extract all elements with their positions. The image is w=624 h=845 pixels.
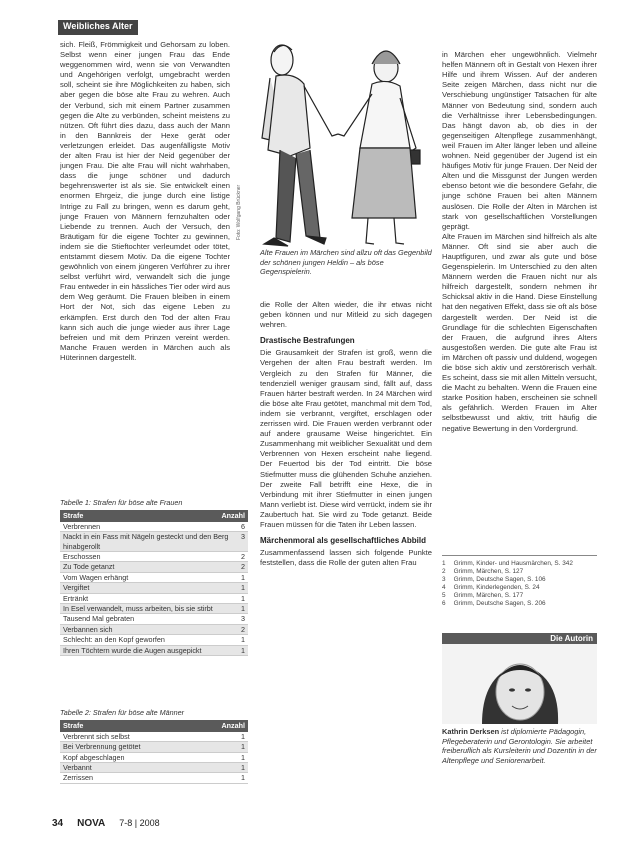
table-row [60,604,248,614]
table-cell-anzahl: 1 [241,604,245,614]
footnote-text: Grimm, Märchen, S. 127 [453,568,524,575]
table-row [60,552,248,562]
table-1-header-strafe: Strafe [63,511,84,521]
table-2-caption: Tabelle 2: Strafen für böse alte Männer [60,708,184,717]
table-cell-anzahl: 1 [241,742,245,752]
illustration-credit: Foto: Wolfgang Brückner [236,184,242,240]
table-cell-strafe: Vom Wagen erhängt [63,572,129,582]
footnote [442,592,597,600]
table-cell-strafe: Verbannen sich [63,624,113,634]
table-cell-strafe: Tausend Mal gebraten [63,614,135,624]
footnote-text: Grimm, Märchen, S. 177 [453,592,524,599]
footnotes [442,560,597,608]
table-1-body [60,522,248,656]
table-2-header-strafe: Strafe [63,721,84,731]
footnote [442,576,597,584]
footnote-number: 3 [442,576,446,583]
table-row [60,753,248,763]
table-2-body [60,732,248,784]
page-number: 34 [52,818,64,829]
column-2-text [260,300,432,775]
table-cell-anzahl: 1 [241,763,245,773]
illustration-caption: Alte Frauen im Märchen sind allzu oft das Gegenbild der schönen jungen Heldin – als böse Gegenspielerin. [260,248,432,277]
table-cell-anzahl: 2 [241,552,245,562]
footnote [442,568,597,576]
table-2-header-anzahl: Anzahl [221,721,245,731]
table-row [60,573,248,583]
table-cell-anzahl: 2 [241,562,245,572]
table-cell-strafe: Verbrennt sich selbst [63,731,130,741]
footnote-divider [442,555,597,556]
table-cell-strafe: Vergiftet [63,583,90,593]
footnote-number: 4 [442,584,446,591]
footnote-number: 6 [442,600,446,607]
footnote [442,560,597,568]
illustration-elderly-couple [240,38,428,253]
author-box-header: Die Autorin [442,633,597,644]
table-row [60,522,248,532]
heading-maerchenmoral: Märchenmoral als gesellschaftliches Abbild [260,536,426,546]
table-row [60,625,248,635]
column-3-text [442,40,597,540]
table-row [60,773,248,783]
footnote-text: Grimm, Kinderlegenden, S. 24 [453,584,540,591]
footnote-text: Grimm, Kinder- und Hausmärchen, S. 342 [453,560,573,567]
footnote-number: 1 [442,560,446,567]
table-cell-strafe: Zu Tode getanzt [63,562,115,572]
table-cell-anzahl: 3 [241,532,245,542]
author-name: Kathrin Derksen [442,727,500,736]
table-row [60,594,248,604]
magazine-name: NOVA [77,818,106,829]
section-tag: Weibliches Alter [58,20,138,35]
table-cell-strafe: Schlecht: an den Kopf geworfen [63,635,165,645]
table-row [60,532,248,552]
table-1-caption: Tabelle 1: Strafen für böse alte Frauen [60,498,183,507]
table-2-header [60,720,248,731]
table-1 [60,498,248,656]
table-row [60,742,248,752]
table-cell-anzahl: 1 [241,635,245,645]
illustration-drawing [240,38,428,253]
table-cell-anzahl: 1 [241,645,245,655]
table-cell-strafe: Kopf abgeschlagen [63,752,125,762]
table-cell-anzahl: 1 [241,583,245,593]
column-3-paragraph: in Märchen eher ungewöhnlich. Vielmehr helfen Männern oft in Gestalt von Hexen ihrer Hilfe und ihrem Wissen. Auf der anderen Seite zeigen Märchen, dass nicht nur die Verschiebung ungünstiger Tatsachen für alte Männer von Bedeutung sind, sondern auch die Verhältnisse ihrer Lebensbedingungen. Das hängt davon ab, ob dies in der gegenseitigen Altenpflege zusammenhängt, weil Frauen im Alter länger leben und alleine wohnen. Neid gegenüber der Jugend ist ein häufiges Motiv für junge Frauen. Der Neid der Alten und die Missgunst der Jungen werden ebenso betont wie die besondere Gefahr, die junge schöne Frauen bei alten Männern auslösen. Die Rolle der Alten in Märchen ist stark von gesellschaftlichen Vorstellungen geprägt. Alte Frauen im Märchen sind hilfreich als alte Männer. Oft sind sie aber auch die Hauptfiguren, und zwar als gute und böse Gegenspielerin. Im Unterschied zu den alten Männern werden die Frauen nicht nur als hilfreich dargestellt, sondern nehmen ihr Schicksal aktiv in die Hand. Diese Einstellung hat den negativen Effekt, dass sie oft als böse dargestellt werden. Der Neid ist die Grundlage für die schlechten Eigenschaften der Frauen, die aufgrund ihres Alters ausgestoßen werden. Die gute alte Frau ist im Märchen oft passiv und duldend, wogegen die böse sich aktiv und zerstörerisch verhält. Es scheint, dass sie mit allen Mitteln versucht, die Macht zu behalten. Wenn die Frauen eine starke Position haben, erscheinen sie schnell als gefährlich. Werden Frauen im Alter selbstbewusst und aktiv, tritt häufig die negative Bewertung in den Vordergrund. [442,50,597,433]
author-portrait [442,644,597,724]
page-footer [52,818,160,829]
author-photo [442,644,597,724]
column-2-paragraph-2: Zusammenfassend lassen sich folgende Punkte feststellen, dass die Rolle der guten alten Frau [260,548,432,568]
footnote-text: Grimm, Deutsche Sagen, S. 106 [453,576,546,583]
column-2-intro: die Rolle der Alten wieder, die ihr etwas nicht geben können und nur Mitleid zu sich dagegen wehren. [260,300,432,330]
footnote-text: Grimm, Deutsche Sagen, S. 206 [453,600,546,607]
table-cell-anzahl: 1 [241,572,245,582]
table-cell-strafe: Verbannt [63,763,92,773]
table-row [60,614,248,624]
footnote [442,600,597,608]
column-2-paragraph-1: Die Grausamkeit der Strafen ist groß, wenn die Vergehen der alten Frau bestraft werden. Im Vergleich zu den Strafen für Männer, die tendenziell weniger grausam sind, fällt auf, dass Frauen härter bestraft werden. In 24 Märchen wird die böse alte Frau getötet, manchmal mit dem Tod, indem sie verbrannt, vergiftet, erschlagen oder zerrissen wird. Die Frauen werden verbrannt oder auf andere grausame Weise hingerichtet. Ein Zusammenhang mit weiblicher Sexualität und dem Verbrennen von Hexen erscheint nahe liegend. Der Feuertod bis der Tod eintritt. Die böse Stiefmutter muss die glühenden Schuhe anziehen. Der zweite Fall betrifft eine Hexe, die in Verbindung mit ihrer Stiefmutter in einen jungen Mann verliebt ist. Diese wird verrückt, indem sie ihr Zaubertuch hat. Sie wird zu Tode getanzt. Beide Frauen müssen für die Taten ihr Leben lassen. [260,348,432,529]
table-cell-anzahl: 1 [241,752,245,762]
table-cell-strafe: Zerrissen [63,773,93,783]
table-row [60,562,248,572]
footnote-number: 2 [442,568,446,575]
table-row [60,732,248,742]
table-row [60,635,248,645]
table-cell-strafe: Ertränkt [63,593,89,603]
table-cell-strafe: Bei Verbrennung getötet [63,742,141,752]
author-description: ist diplomierte Pädagogin, Pflegeberaterin und Gerontologin. Sie arbeitet freiberuflich als Kursleiterin und Dozentin in der Altenpflege und Seniorenarbeit. [442,727,597,765]
footnote [442,584,597,592]
table-cell-anzahl: 1 [241,731,245,741]
table-row [60,583,248,593]
heading-drastische-bestrafungen: Drastische Bestrafungen [260,336,355,346]
table-1-header [60,510,248,521]
table-cell-anzahl: 1 [241,593,245,603]
table-cell-strafe: Verbrennen [63,521,101,531]
author-box [442,633,597,765]
table-cell-strafe: Ihren Töchtern wurde die Augen ausgepickt [63,645,202,655]
table-cell-strafe: Erschossen [63,552,101,562]
issue-number: 7-8 | 2008 [119,818,160,828]
table-cell-strafe: In Esel verwandelt, muss arbeiten, bis sie stirbt [63,604,213,614]
table-1-header-anzahl: Anzahl [221,511,245,521]
table-2 [60,708,248,784]
table-row [60,763,248,773]
table-cell-anzahl: 1 [241,773,245,783]
author-bio [442,727,597,765]
footnote-number: 5 [442,592,446,599]
table-cell-strafe: Nackt in ein Fass mit Nägeln gesteckt und den Berg hinabgerollt [63,532,229,551]
table-row [60,646,248,656]
column-1-paragraph: sich. Fleiß, Frömmigkeit und Gehorsam zu loben. Selbst wenn einer jungen Frau das Ende weggenommen wird, wenn sie von Verwandten und Angehörigen verfolgt, umgebracht werden soll, scheint sie ihre Möglichkeiten zu haben, sich aber gegen die böse alte Frau zu wehren. Auch der Verbund, sich mit einem Partner zusammen gegen die Alte zu verbünden, scheint meistens zu nützen. Oft führt dies dazu, dass auch der Mann in den Bannkreis der Hexe gerät oder verletzungen erleidet. Das augenfälligste Motiv der alten Frau ist hier der Neid gegenüber der jungen Frau. Die alte Frau will nicht wahrhaben, dass die junge schöner und dadurch begehrenswerter ist als sie. Sie entwickelt einen enormen Ehrgeiz, die junge durch eine listige Intrige zu Fall zu bringen, wenn es darum geht, junge Frauen von Männern fernzuhalten oder Liebende zu trennen. Auch der Versuch, den Bräutigam für die eigene Tochter zu gewinnen, indem sie die Stieftochter verleumdet oder tötet, entstammt diesem Motiv. Da die eigene Tochter gewöhnlich von einem jüngeren Verführer zu ihrer selbst verführt wird, verwandelt sich die junge Frau entweder in ein hässliches Tier oder wird aus dem Weg geräumt. Die Frauen bleiben in einem Hort der Not, sich das eigene Leben zu erkämpfen. Erst durch den Tod der alten Frau kann sich auch die junge wieder aus ihrer Lage befreien und mit dem Prinzen vereint werden. Manche Frauen werden in Märchen auch als Hüterinnen dargestellt. [60,40,230,362]
table-cell-anzahl: 6 [241,521,245,531]
table-cell-anzahl: 2 [241,624,245,634]
table-cell-anzahl: 3 [241,614,245,624]
column-1-text [60,40,230,493]
